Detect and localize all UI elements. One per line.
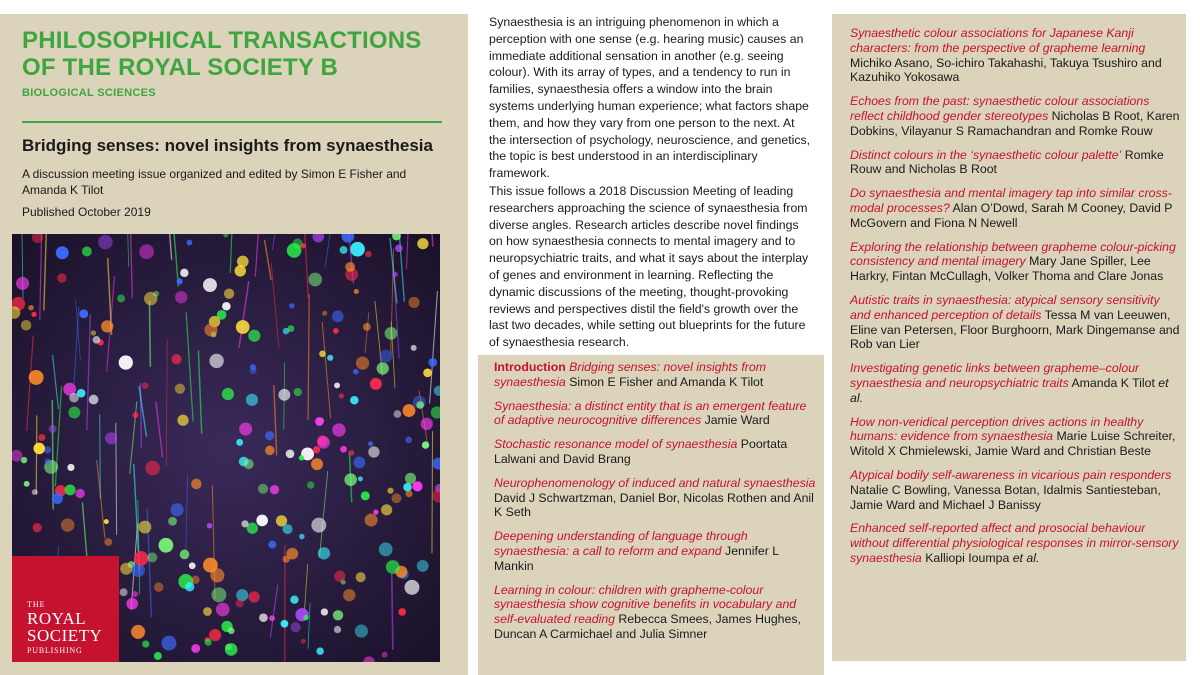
neuron-cell (49, 425, 57, 433)
neuron-cell (322, 311, 327, 316)
neuron-cell (91, 330, 96, 335)
neuron-cell (370, 378, 382, 390)
neuron-cell (256, 515, 268, 527)
articles-panel-middle (478, 355, 824, 675)
article-entry[interactable] (850, 148, 1180, 178)
article-title[interactable]: Exploring the relationship between grapheme colour-picking consistency and mental imagery (850, 239, 1176, 269)
article-entry[interactable] (850, 415, 1180, 459)
neuron-cell (350, 242, 365, 257)
neuron-cell (365, 514, 378, 527)
neuron-cell (398, 608, 406, 616)
neuron-dendrite (149, 301, 150, 366)
neuron-cell (403, 483, 412, 492)
neuron-cell (358, 476, 363, 481)
neuron-cell (168, 517, 177, 526)
neuron-cell (185, 582, 194, 591)
article-entry[interactable] (850, 521, 1180, 565)
journal-title: PHILOSOPHICAL TRANSACTIONS OF THE ROYAL SOCIETY B (22, 27, 422, 81)
neuron-cell (313, 446, 320, 453)
article-entry[interactable] (494, 583, 816, 642)
neuron-cell (404, 580, 419, 595)
neuron-cell (82, 246, 92, 256)
article-entry[interactable] (850, 186, 1180, 230)
neuron-cell (216, 603, 230, 617)
article-title[interactable]: Deepening understanding of language through synaesthesia: a call to reform and expand (494, 529, 748, 558)
neuron-cell (373, 509, 378, 514)
neuron-cell (294, 388, 302, 396)
royal-society-logo (12, 556, 119, 662)
article-authors: Michiko Asano, So-ichiro Takahashi, Takuya Tsushiro and Kazuhiko Yokosawa (850, 55, 1162, 85)
neuron-cell (32, 489, 38, 495)
article-title[interactable]: Synaesthetic colour associations for Japanese Kanji characters: from the perspective of grapheme learning (850, 26, 1146, 55)
neuron-cell (385, 327, 398, 340)
neuron-cell (203, 278, 217, 292)
neuron-cell (222, 302, 231, 311)
neuron-cell (29, 370, 44, 385)
article-entry[interactable] (850, 26, 1180, 85)
article-title[interactable]: Synaesthesia: a distinct entity that is an emergent feature of adaptive neurocognitive differences (494, 398, 807, 428)
neuron-cell (56, 246, 69, 259)
article-authors-etal: et al. (850, 375, 1169, 405)
article-list (494, 360, 816, 651)
neuron-cell (228, 627, 235, 634)
neuron-cell (142, 382, 149, 389)
neuron-cell (344, 473, 357, 486)
article-authors: Kalliopi Ioumpa (925, 550, 1010, 565)
neuron-cell (175, 291, 187, 303)
neuron-cell (286, 449, 295, 458)
article-authors: David J Schwartzman, Daniel Bor, Nicolas Rothen and Anil K Seth (494, 490, 814, 520)
neuron-cell (316, 647, 324, 655)
neuron-cell (138, 521, 151, 534)
publication-date: Published October 2019 (22, 205, 151, 219)
neuron-cell (191, 479, 201, 489)
neuron-cell (333, 610, 343, 620)
neuron-cell (321, 608, 328, 615)
neuron-cell (301, 639, 306, 644)
neuron-cell (250, 364, 256, 370)
neuron-cell (204, 323, 217, 336)
divider (22, 121, 442, 123)
article-authors: Amanda K Tilot (1071, 375, 1155, 390)
neuron-cell (327, 355, 333, 361)
neuron-cell (379, 542, 393, 556)
article-authors: Rebecca Smees, James Hughes, Duncan A Carmichael and Julia Simner (494, 612, 801, 641)
neuron-cell (365, 251, 372, 258)
neuron-cell (33, 443, 45, 455)
neuron-cell (332, 423, 345, 436)
article-entry[interactable] (494, 437, 816, 467)
neuron-cell (311, 518, 326, 533)
issue-info-panel (0, 14, 468, 675)
article-authors: Natalie C Bowling, Vanessa Botan, Idalmis Santiesteban, Jamie Ward and Michael J Banissy (850, 482, 1161, 512)
article-entry[interactable] (494, 476, 816, 520)
neuron-cell (303, 615, 309, 621)
neuron-cell (44, 446, 51, 453)
neuron-cell (334, 626, 341, 633)
neuron-dendrite (392, 573, 393, 649)
neuron-cell (222, 388, 234, 400)
neuron-cell (339, 393, 344, 398)
neuron-cell (79, 309, 88, 318)
neuron-cell (21, 320, 31, 330)
article-authors: Poortata Lalwani and David Brang (494, 437, 788, 466)
neuron-dendrite (52, 400, 53, 510)
neuron-cell (283, 556, 290, 563)
neuron-cell (236, 439, 243, 446)
neuron-cell (281, 620, 289, 628)
neuron-cell (93, 336, 101, 344)
issue-editors: A discussion meeting issue organized and edited by Simon E Fisher and Amanda K Tilot (22, 167, 407, 197)
neuron-cell (299, 534, 305, 540)
neuron-cell (405, 473, 416, 484)
article-type: Introduction (494, 360, 566, 374)
article-authors: Jennifer L Mankin (494, 543, 779, 573)
neuron-cell (237, 256, 249, 268)
neuron-cell (258, 484, 268, 494)
neuron-cell (191, 576, 199, 584)
article-entry[interactable] (850, 293, 1180, 352)
neuron-cell (356, 572, 366, 582)
neuron-cell (353, 369, 359, 375)
neuron-cell (405, 490, 412, 497)
neuron-cell (170, 503, 183, 516)
neuron-cell (386, 560, 400, 574)
neuron-cell (144, 292, 157, 305)
neuron-cell (180, 550, 190, 560)
journal-subject: BIOLOGICAL SCIENCES (22, 87, 156, 99)
neuron-cell (421, 418, 433, 430)
neuron-cell (207, 523, 212, 528)
neuron-cell (75, 489, 84, 498)
neuron-cell (308, 273, 322, 287)
neuron-cell (340, 446, 347, 453)
neuron-cell (159, 538, 174, 553)
neuron-cell (177, 278, 183, 284)
neuron-cell (38, 434, 45, 441)
article-authors: Tessa M van Leeuwen, Eline van Petersen, Floor Burghoorn, Mark Dingemanse and Rob van Lier (850, 307, 1180, 352)
article-entry[interactable] (494, 360, 816, 390)
neuron-cell (117, 294, 125, 302)
neuron-cell (28, 305, 34, 311)
neuron-cell (89, 395, 99, 405)
article-entry[interactable] (850, 468, 1180, 512)
articles-panel-right (832, 14, 1186, 661)
neuron-cell (61, 518, 75, 532)
logo-society: SOCIETY (27, 626, 103, 645)
article-title[interactable]: Atypical bodily self-awareness in vicarious pain responders (850, 467, 1172, 482)
neuron-cell (368, 446, 379, 457)
neuron-cell (205, 639, 212, 646)
neuron-cell (211, 587, 226, 602)
neuron-cell (33, 523, 42, 532)
article-title[interactable]: Do synaesthesia and mental imagery tap into similar cross-modal processes? (850, 186, 1172, 215)
intro-paragraph-2: This issue follows a 2018 Discussion Meeting of leading researchers approaching the science of synaesthesia from diverse angles. Research articles describe novel findings on how synaesthesia connects to mental imagery and to neuropsychiatric traits, and what it says about the interplay of genes and environment in learning. Reflecting the dynamic discussions of the meeting, thought-provoking reviews and perspectives distil the field's growth over the last two decades, while setting out blueprints for the future of synaesthesia research. (489, 184, 809, 350)
neuron-cell (354, 289, 359, 294)
neuron-cell (417, 238, 428, 249)
neuron-cell (225, 643, 238, 656)
neuron-cell (77, 389, 86, 398)
neuron-cell (203, 558, 218, 573)
neuron-cell (291, 622, 301, 632)
neuron-cell (363, 323, 371, 331)
neuron-cell (289, 303, 294, 308)
intro-paragraph-1: Synaesthesia is an intriguing phenomenon in which a perception with one sense (e.g. hearing music) causes an immediate additional sensation in another (e.g. seeing colour). With its array of types, and a tendency to run in families, synaesthesia offers a window into the brain systems underlying human experience; what factors shape them, and how they vary from one person to the next. At the intersection of psychology, neuroscience, and genetics, the topic is best understood in an interdisciplinary framework. (489, 15, 811, 181)
neuron-cell (417, 560, 429, 572)
article-entry[interactable] (850, 240, 1180, 284)
neuron-cell (132, 591, 138, 597)
article-title[interactable]: Investigating genetic links between grapheme–colour synaesthesia and neuropsychiatric traits (850, 361, 1140, 390)
neuron-cell (147, 552, 157, 562)
neuron-cell (290, 596, 298, 604)
neuron-cell (391, 493, 401, 503)
neuron-cell (189, 562, 196, 569)
neuron-cell (171, 354, 181, 364)
neuron-cell (345, 262, 355, 272)
neuron-cell (278, 389, 290, 401)
article-entry[interactable] (494, 399, 816, 429)
article-title[interactable]: Distinct colours in the ‘synaesthetic colour palette’ (850, 147, 1122, 162)
neuron-cell (334, 382, 340, 388)
neuron-cell (259, 613, 268, 622)
neuron-cell (209, 629, 221, 641)
neuron-cell (154, 652, 162, 660)
neuron-cell (334, 571, 345, 582)
neuron-cell (422, 441, 429, 448)
neuron-cell (244, 459, 254, 469)
article-title[interactable]: Learning in colour: children with grapheme-colour synaesthesia show cognitive benefits in vocabulary and self-evaluated reading (494, 582, 797, 627)
neuron-cell (161, 636, 176, 651)
neuron-cell (57, 273, 67, 283)
neuron-cell (311, 458, 323, 470)
article-authors: Alan O’Dowd, Sarah M Cooney, David P McGovern and Fiona N Newell (850, 200, 1173, 230)
neuron-cell (319, 351, 326, 358)
article-title[interactable]: How non-veridical perception drives actions in healthy humans: evidence from synaesthesia (850, 414, 1144, 444)
neuron-cell (416, 401, 424, 409)
neuron-cell (209, 354, 223, 368)
neuron-cell (67, 464, 74, 471)
article-authors: Simon E Fisher and Amanda K Tilot (569, 374, 764, 389)
neuron-cell (411, 345, 417, 351)
neuron-cell (317, 436, 330, 449)
neuron-cell (45, 458, 51, 464)
neuron-cell (299, 455, 304, 460)
neuron-cell (98, 235, 113, 250)
logo-royal: ROYAL (27, 609, 87, 628)
cover-image (12, 234, 440, 662)
article-title[interactable]: Stochastic resonance model of synaesthesia (494, 437, 738, 452)
neuron-cell (318, 547, 330, 559)
neuron-dendrite (36, 415, 37, 494)
neuron-cell (65, 484, 76, 495)
neuron-cell (142, 640, 149, 647)
neuron-cell (333, 328, 339, 334)
article-authors: Romke Rouw and Nicholas B Root (850, 147, 1164, 177)
neuron-cell (377, 362, 389, 374)
neuron-cell (239, 422, 252, 435)
neuron-cell (380, 350, 393, 363)
neuron-cell (382, 652, 388, 658)
article-entry[interactable] (494, 529, 816, 573)
neuron-cell (361, 491, 370, 500)
neuron-cell (315, 417, 324, 426)
neuron-cell (134, 551, 148, 565)
neuron-cell (403, 404, 416, 417)
neuron-cell (349, 450, 355, 456)
article-authors: Jamie Ward (704, 413, 770, 428)
neuron-cell (265, 446, 275, 456)
article-authors: Mary Jane Spiller, Lee Harkry, Fintan McCullagh, Volker Thoma and Clare Jonas (850, 254, 1164, 284)
neuron-cell (236, 589, 248, 601)
neuron-cell (387, 488, 393, 494)
neuron-cell (246, 394, 258, 406)
neuron-cell (428, 358, 437, 367)
neuron-cell (203, 607, 212, 616)
neuron-cell (24, 481, 30, 487)
neuron-cell (423, 368, 432, 377)
neuron-cell (154, 582, 163, 591)
logo-the: THE (27, 600, 46, 609)
article-title[interactable]: Bridging senses: novel insights from synaesthesia (494, 360, 766, 389)
neuron-cell (175, 384, 185, 394)
article-authors: Marie Luise Schreiter, Witold X Chmielewski, Jamie Ward and Christian Beste (850, 429, 1176, 459)
neuron-cell (31, 312, 36, 317)
neuron-cell (350, 396, 358, 404)
neuron-cell (16, 277, 29, 290)
article-list (850, 26, 1180, 575)
neuron-cell (105, 432, 117, 444)
neuron-cell (139, 244, 154, 259)
neuron-cell (408, 297, 419, 308)
neuron-cell (248, 330, 260, 342)
neuron-dendrite (432, 431, 433, 553)
article-title[interactable]: Echoes from the past: synaesthetic colour associations reflect childhood gender stereotypes (850, 94, 1150, 123)
neuron-cell (282, 524, 292, 534)
article-title[interactable]: Neurophenomenology of induced and natural synaesthesia (494, 475, 816, 490)
neuron-cell (293, 238, 303, 248)
neuron-cell (270, 485, 279, 494)
neuron-cell (265, 431, 274, 440)
neuron-cell (133, 412, 139, 418)
neuron-cell (68, 407, 80, 419)
article-entry[interactable] (850, 361, 1180, 405)
neuron-cell (268, 541, 276, 549)
neuron-cell (248, 591, 259, 602)
article-entry[interactable] (850, 94, 1180, 138)
neuron-cell (180, 269, 188, 277)
neuron-cell (52, 493, 63, 504)
neuron-cell (236, 599, 244, 607)
article-authors: Nicholas B Root, Karen Dobkins, Vilayanur S Ramachandran and Romke Rouw (850, 108, 1180, 138)
neuron-cell (283, 328, 290, 335)
neuron-cell (368, 441, 373, 446)
neuron-cell (269, 615, 275, 621)
neuron-cell (119, 355, 133, 369)
neuron-cell (353, 457, 365, 469)
neuron-cell (191, 644, 200, 653)
neuron-cell (145, 461, 160, 476)
neuron-cell (332, 311, 344, 323)
neuron-cell (241, 520, 248, 527)
neuron-cell (343, 589, 355, 601)
neuron-cell (126, 598, 138, 610)
neuron-cell (307, 481, 314, 488)
neuron-cell (355, 625, 368, 638)
neuron-cell (131, 625, 145, 639)
neuron-cell (186, 240, 192, 246)
article-authors-etal: et al. (1012, 550, 1040, 565)
neuron-cell (224, 289, 234, 299)
logo-publishing: PUBLISHING (27, 646, 83, 655)
neuron-cell (340, 246, 348, 254)
article-title[interactable]: Enhanced self-reported affect and prosocial behaviour without differential physiological responses in mirror-sensory synaesthesia (850, 521, 1179, 565)
neuron-cell (395, 245, 403, 253)
neuron-cell (236, 320, 250, 334)
neuron-cell (104, 519, 109, 524)
issue-title: Bridging senses: novel insights from synaesthesia (22, 136, 433, 155)
neuron-cell (394, 410, 402, 418)
neuron-cell (177, 415, 188, 426)
neuron-cell (356, 356, 369, 369)
neuron-cell (392, 272, 398, 278)
neuron-cell (405, 436, 412, 443)
neuron-cell (381, 504, 392, 515)
neuron-cell (120, 588, 128, 596)
neuron-cell (104, 538, 112, 546)
article-title[interactable]: Autistic traits in synaesthesia: atypical sensory sensitivity and enhanced perception of details (850, 292, 1160, 322)
neuron-cell (120, 563, 132, 575)
neuron-cell (101, 320, 113, 332)
